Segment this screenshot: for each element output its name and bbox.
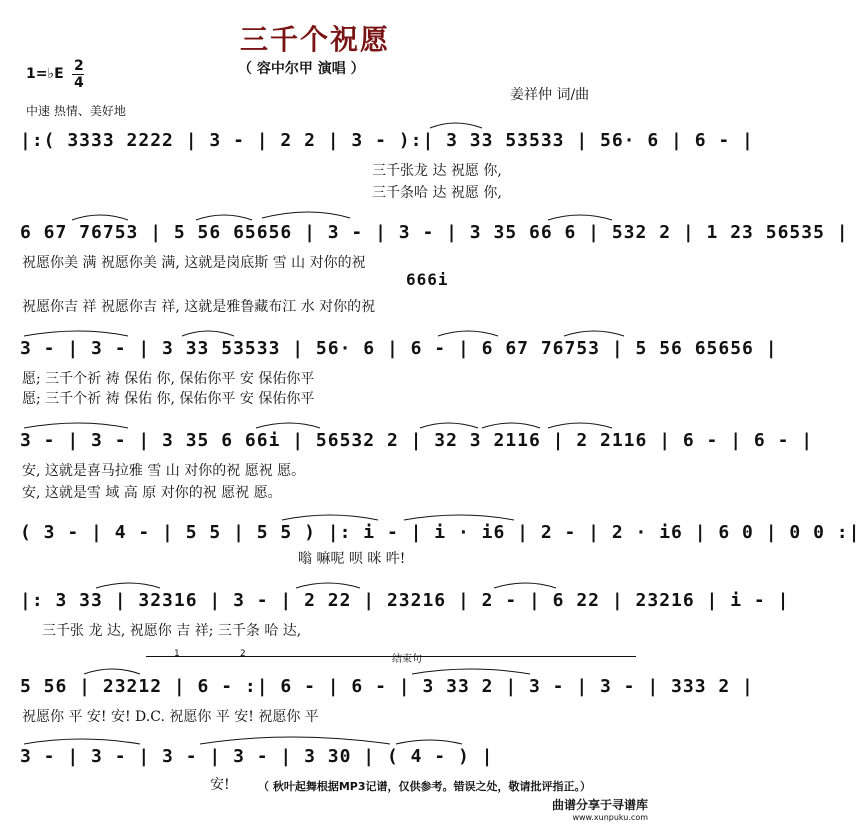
key-signature: 1=♭E [26, 66, 64, 82]
slur-arc [548, 215, 612, 220]
slur-arc [72, 215, 128, 220]
song-title: 三千个祝愿 [240, 23, 391, 56]
score-row-2-notes: 6 67 76753 | 5 56 65656 | 3 - | 3 - | 3 35 66 6 | 532 2 | 1 23 56535 | [20, 222, 849, 243]
slur-arc [548, 423, 612, 428]
score-row-3-lyric-2: 愿; 三千个祈 祷 保佑 你, 保佑你平 安 保佑你平 [22, 391, 315, 407]
score-row-4-notes: 3 - | 3 - | 3 35 6 66i | 56532 2 | 32 3 2116 | 2 2116 | 6 - | 6 - | [20, 430, 814, 451]
volta-2-label: 2 [240, 649, 246, 659]
score-row-7-notes: 5 56 | 23212 | 6 - :| 6 - | 6 - | 3 33 2 | 3 - | 3 - | 333 2 | [20, 676, 754, 697]
slur-arc [282, 515, 378, 520]
score-row-5-notes: ( 3 - | 4 - | 5 5 | 5 5 ) |: i - | i · i6 | 2 - | 2 · i6 | 6 0 | 0 0 :| [20, 522, 860, 543]
score-row-8-notes: 3 - | 3 - | 3 - | 3 - | 3 30 | ( 4 - ) | [20, 746, 494, 767]
slur-arc [96, 583, 160, 588]
score-row-1-notes: |:( 3333 2222 | 3 - | 2 2 | 3 - ):| 3 33 53533 | 56· 6 | 6 - | [20, 130, 754, 151]
score-row-5-lyric: 嗡 嘛呢 呗 咪 吽! [298, 551, 406, 567]
score-row-4-lyric-2: 安, 这就是雪 域 高 原 对你的祝 愿祝 愿。 [22, 485, 282, 501]
slur-arc [262, 212, 350, 218]
time-signature-numerator: 2 [74, 58, 84, 74]
slur-arc [404, 515, 514, 520]
slur-arc [430, 123, 482, 128]
score-row-6-notes: |: 3 33 | 32316 | 3 - | 2 22 | 23216 | 2 - | 6 22 | 23216 | i - | [20, 590, 790, 611]
score-row-2-lyric-1: 祝愿你美 满 祝愿你美 满, 这就是岗底斯 雪 山 对你的祝 [22, 255, 366, 271]
ending-label: 结束句 [392, 654, 422, 665]
score-row-3-notes: 3 - | 3 - | 3 33 53533 | 56· 6 | 6 - | 6 67 76753 | 5 56 65656 | [20, 338, 778, 359]
slur-arc [200, 737, 390, 744]
transcription-note: （ 秋叶起舞根据MP3记谱，仅供参考。错误之处，敬请批评指正。） [258, 780, 591, 793]
score-row-2-lyric-2: 祝愿你吉 祥 祝愿你吉 祥, 这就是雅鲁藏布江 水 对你的祝 [22, 299, 376, 315]
score-row-3-lyric-1: 愿; 三千个祈 祷 保佑 你, 保佑你平 安 保佑你平 [22, 371, 315, 387]
score-row-7-lyric: 祝愿你 平 安! 安! D.C. 祝愿你 平 安! 祝愿你 平 [22, 709, 319, 725]
slur-arc [420, 423, 478, 428]
time-signature-denominator: 4 [74, 75, 84, 91]
slur-arc [564, 331, 624, 336]
slur-arc [182, 331, 234, 336]
score-row-8-lyric: 安! [210, 777, 230, 793]
slur-arc [438, 331, 498, 336]
slur-arc [412, 669, 530, 674]
slur-arc [256, 423, 320, 428]
slur-arc [296, 583, 360, 588]
slur-arc [196, 215, 252, 220]
slur-arc [84, 669, 140, 674]
slur-arc [482, 423, 540, 428]
score-row-2-alternate-notes: 666i [406, 270, 449, 289]
score-row-4-lyric-1: 安, 这就是喜马拉雅 雪 山 对你的祝 愿祝 愿。 [22, 463, 306, 479]
score-row-1-lyric-2: 三千条哈 达 祝愿 你, [372, 185, 502, 201]
slur-arc [24, 739, 140, 744]
slur-arc [24, 331, 128, 336]
volta-1-label: 1 [174, 649, 180, 659]
site-url: www.xunpuku.com [572, 813, 648, 822]
site-name: 曲谱分享于寻谱库 [551, 798, 648, 812]
singer-credit: （ 容中尔甲 演唱 ） [238, 61, 365, 77]
composer-credit: 姜祥仲 词/曲 [510, 87, 590, 103]
score-row-1-lyric-1: 三千张龙 达 祝愿 你, [372, 163, 502, 179]
slur-arc [396, 740, 462, 744]
slur-arc [24, 423, 128, 428]
slur-arc [494, 583, 556, 588]
tempo-mark: 中速 热情、美好地 [26, 104, 126, 118]
score-row-6-lyric: 三千张 龙 达, 祝愿你 吉 祥; 三千条 哈 达, [42, 623, 302, 639]
